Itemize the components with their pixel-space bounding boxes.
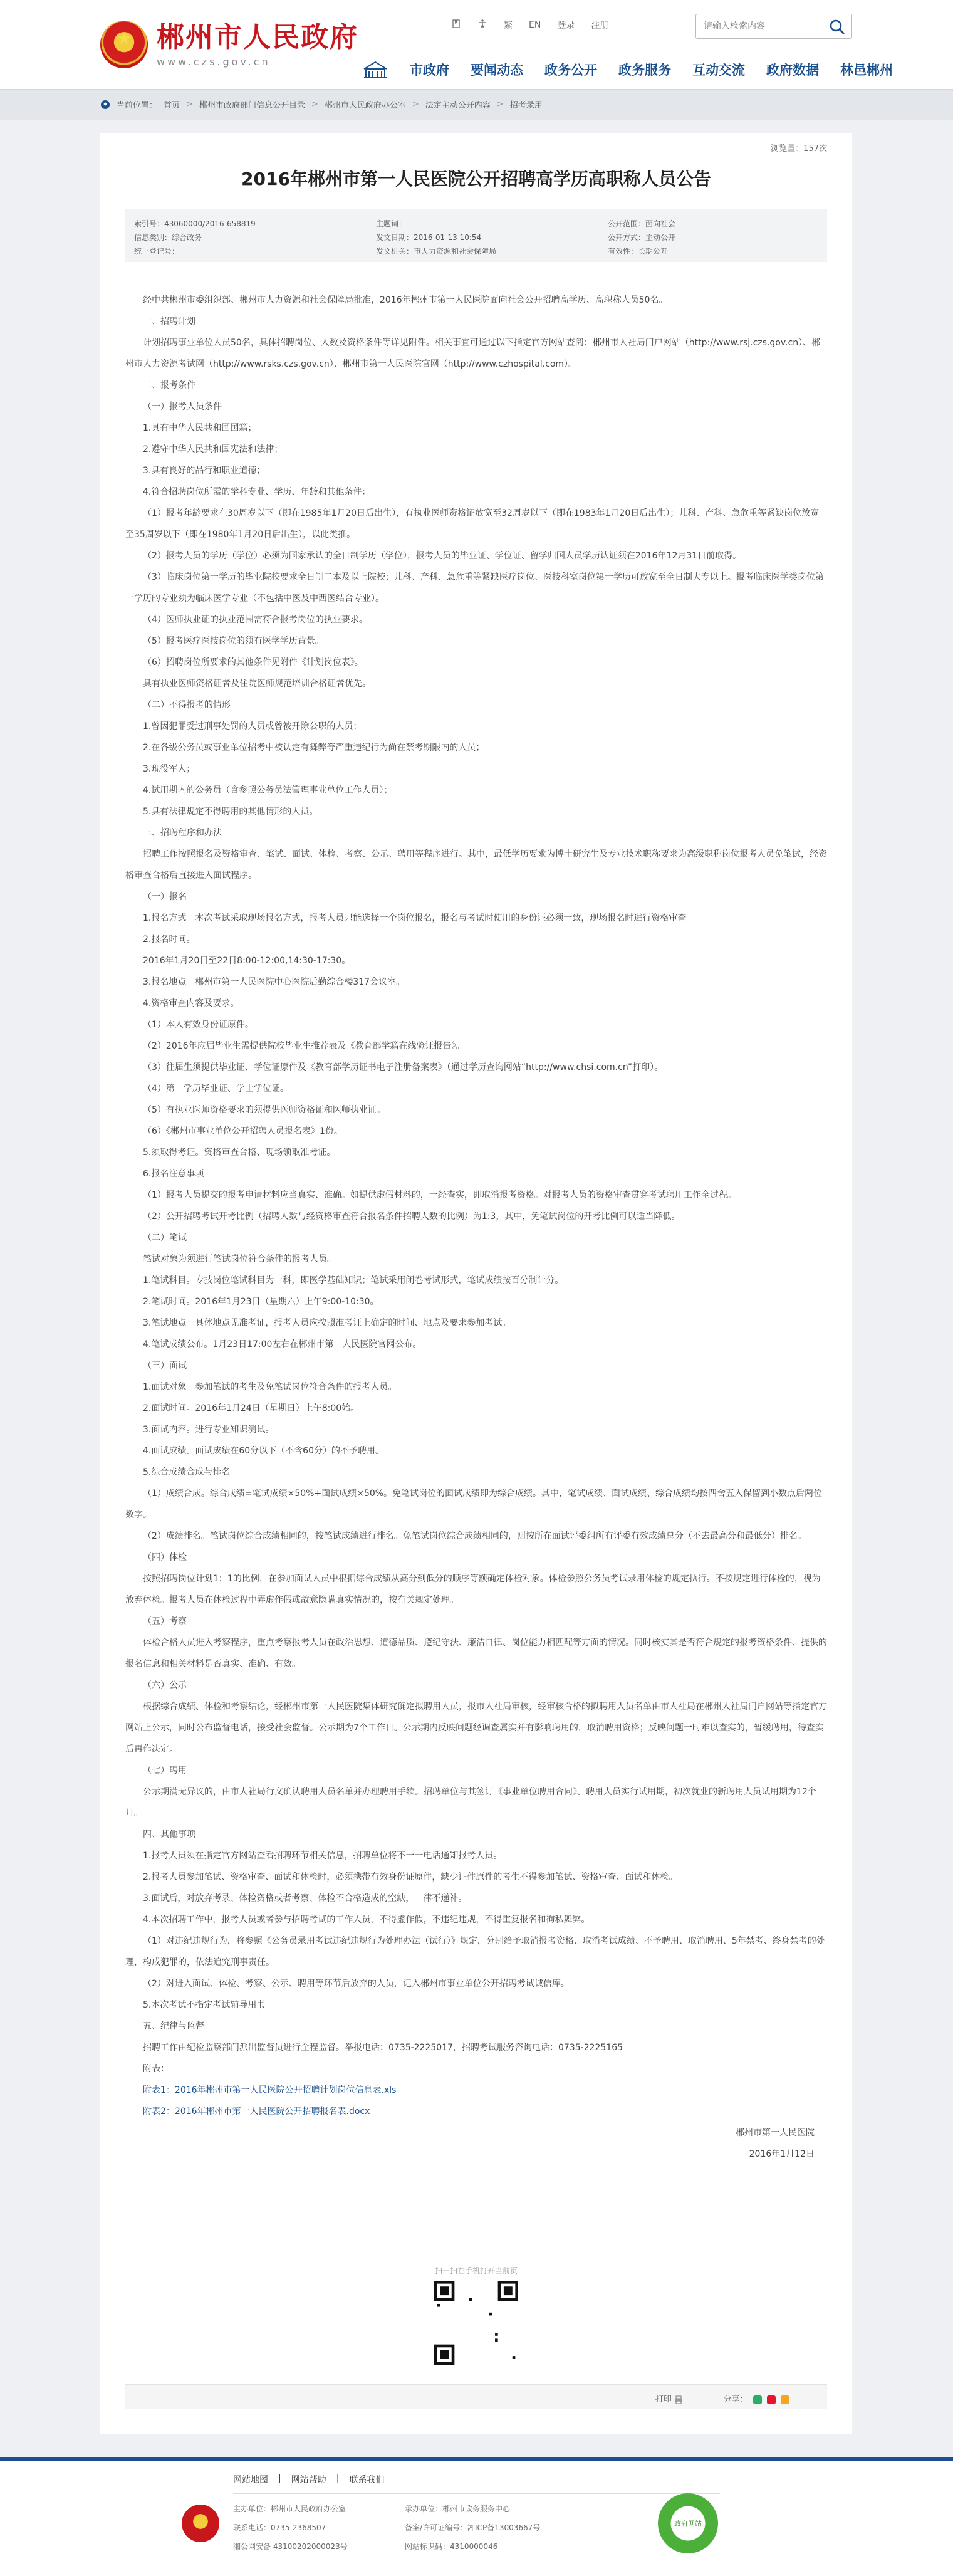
- site-footer: [0, 2457, 953, 2576]
- english-link[interactable]: EN: [529, 20, 541, 30]
- footer-phone: 联系电话：0735-2368507: [233, 2523, 326, 2532]
- section-heading: （六）公示: [143, 1680, 187, 1690]
- body-paragraph: 3.具有良好的品行和职业道德；: [143, 466, 266, 476]
- body-paragraph: 4.资格审查内容及要求。: [143, 998, 239, 1008]
- footer-host: 承办单位：郴州市政务服务中心: [405, 2505, 511, 2513]
- footer-police-record[interactable]: 湘公网安备 43100202000023号: [233, 2542, 348, 2551]
- body-paragraph: 笔试对象为须进行笔试岗位符合条件的报考人员。: [143, 1254, 336, 1264]
- qzone-share-icon[interactable]: [781, 2395, 789, 2404]
- footer-sponsor: 主办单位：郴州市人民政府办公室: [233, 2505, 346, 2513]
- body-paragraph: （4）医师执业证的执业范围需符合报考岗位的执业要求。: [143, 615, 368, 625]
- qr-section: [100, 2265, 852, 2365]
- body-paragraph: 1.具有中华人民共和国国籍；: [143, 423, 257, 433]
- body-paragraph: 1.笔试科目。专技岗位笔试科目为一科，即医学基础知识；笔试采用闭卷考试形式，笔试成绩按百分制计分。: [143, 1275, 564, 1285]
- meta-category: 信息类别：综合政务: [134, 233, 202, 242]
- top-links: [451, 19, 608, 31]
- breadcrumb-catalog[interactable]: 郴州市政府部门信息公开目录: [199, 101, 305, 110]
- body-paragraph: （1）报考年龄要求在30周岁以下（即在1985年1月20日后出生），有执业医师资格证放宽至32周岁以下（即在1983年1月20日后出生）；儿科、产科、急危重等紧缺岗位放宽至35周岁以下（即在1980年1月20日后出生），以此类推。: [125, 508, 820, 540]
- building-icon: [362, 60, 388, 79]
- body-paragraph: 6.报名注意事项: [143, 1169, 204, 1179]
- search-box: [695, 14, 852, 39]
- login-link[interactable]: 登录: [557, 21, 575, 31]
- body-paragraph: （5）有执业医师资格要求的须提供医师资格证和医师执业证。: [143, 1105, 385, 1115]
- article-sign-date: 2016年1月12日: [749, 2149, 815, 2159]
- body-paragraph: （6）《郴州市事业单位公开招聘人员报名表》1份。: [143, 1126, 343, 1136]
- body-paragraph: 1.曾因犯罪受过刑事处罚的人员或曾被开除公职的人员；: [143, 721, 362, 731]
- site-url: www.czs.gov.cn: [157, 55, 271, 68]
- nav-government-affairs[interactable]: 政务公开: [544, 63, 597, 78]
- body-paragraph: 2.在各级公务员或事业单位招考中被认定有舞弊等严重违纪行为尚在禁考期限内的人员；: [143, 743, 485, 753]
- bookmark-icon[interactable]: [451, 19, 461, 31]
- meta-index-no: 索引号：43060000/2016-658819: [134, 219, 256, 228]
- meta-keywords: 主题词：: [376, 219, 407, 228]
- body-paragraph: （1）对违纪违规行为，将参照《公务员录用考试违纪违规行为处理办法（试行）》规定，分别给予取消报考资格、取消考试成绩、不予聘用、取消聘用、5年禁考、终身禁考的处理，构成犯罪的，依法追究刑事责任。: [125, 1936, 825, 1967]
- body-paragraph: 1.报考人员须在指定官方网站查看招聘环节相关信息，招聘单位将不一一电话通知报考人员。: [143, 1851, 503, 1861]
- weibo-share-icon[interactable]: [767, 2395, 776, 2404]
- article-signature: 郴州市第一人民医院: [736, 2128, 815, 2138]
- body-paragraph: （6）招聘岗位所要求的其他条件见附件《计划岗位表》。: [143, 657, 363, 668]
- meta-validity: 有效性：长期公开: [608, 247, 669, 256]
- body-paragraph: 2.报考人员参加笔试、资格审查、面试和体检时，必须携带有效身份证原件，缺少证件原件的考生不得参加笔试、资格审查、面试和体检。: [143, 1872, 678, 1882]
- body-paragraph: 4.本次招聘工作中，报考人员或者参与招聘考试的工作人员，不得虚作假，不违纪违规，不得重复报名和徇私舞弊。: [143, 1915, 590, 1925]
- breadcrumb-office[interactable]: 郴州市人民政府办公室: [324, 101, 406, 110]
- share-group: [724, 2392, 789, 2404]
- body-paragraph: （2）报考人员的学历（学位）必须为国家承认的全日制学历（学位），报考人员的毕业证、学位证、留学归国人员学历认证须在2016年12月31日前取得。: [143, 551, 742, 561]
- search-input[interactable]: [704, 14, 823, 38]
- attachment-link[interactable]: 附表2：2016年郴州市第一人民医院公开招聘报名表.docx: [143, 2107, 370, 2117]
- body-paragraph: 2016年1月20日至22日8:00-12:00,14:30-17:30。: [143, 956, 351, 966]
- body-paragraph: 5.具有法律规定不得聘用的其他情形的人员。: [143, 807, 318, 817]
- body-paragraph: 3.笔试地点。具体地点见准考证，报考人员应按照准考证上确定的时间、地点及要求参加考试。: [143, 1318, 511, 1328]
- attachment-link[interactable]: 附表1：2016年郴州市第一人民医院公开招聘计划岗位信息表.xls: [143, 2085, 397, 2095]
- body-paragraph: （3）临床岗位第一学历的毕业院校要求全日制二本及以上院校；儿科、产科、急危重等紧缺医疗岗位、医技科室岗位第一学历可放宽至全日制大专以上。报考临床医学类岗位第一学历的专业须为临床医学专业（不包括中医及中西医结合专业）。: [125, 572, 824, 604]
- body-paragraph: （1）成绩合成。综合成绩=笔试成绩×50%+面试成绩×50%。免笔试岗位的面试成绩即为综合成绩。其中，笔试成绩、面试成绩、综合成绩均按四舍五入保留到小数点后两位数字。: [125, 1489, 823, 1520]
- main-nav: [362, 60, 893, 79]
- body-paragraph: 2.笔试时间。2016年1月23日（星期六）上午9:00-10:30。: [143, 1297, 379, 1307]
- section-heading: 二、报考条件: [143, 380, 195, 390]
- national-emblem-icon: [100, 21, 148, 68]
- meta-method: 公开方式：主动公开: [608, 233, 676, 242]
- body-paragraph: 按照招聘岗位计划1：1的比例，在参加面试人员中根据综合成绩从高分到低分的顺序等额确定体检对象。体检参照公务员考试录用体检的规定执行。不按规定进行体检的，视为放弃体检。报考人员在体检过程中弄虚作假或故意隐瞒真实情况的，按有关规定处理。: [125, 1574, 821, 1605]
- nav-government-data[interactable]: 政府数据: [766, 63, 819, 78]
- body-paragraph: 体检合格人员进入考察程序，重点考察报考人员在政治思想、道德品质、遵纪守法、廉洁自律、岗位能力相匹配等方面的情况。同时核实其是否符合规定的报考资格条件、提供的报名信息和相关材料是否真实、准确、有效。: [125, 1638, 827, 1669]
- section-heading: （二）笔试: [143, 1233, 187, 1243]
- article-panel: [100, 133, 852, 2434]
- footer-site-code: 网站标识码：4310000046: [405, 2542, 498, 2551]
- section-heading: （二）不得报考的情形: [143, 700, 231, 710]
- register-link[interactable]: 注册: [591, 21, 609, 31]
- footer-sitemap-link[interactable]: 网站地图: [233, 2475, 268, 2485]
- body-paragraph: 4.试用期内的公务员（含参照公务员法管理事业单位工作人员）；: [143, 785, 393, 795]
- body-paragraph: 3.现役军人；: [143, 764, 195, 774]
- body-paragraph: （2）公开招聘考试开考比例（招聘人数与经资格审查符合报名条件招聘人数的比例）为1:3，其中，免笔试岗位的开考比例可以适当降低。: [143, 1212, 680, 1222]
- meta-scope: 公开范围：面向社会: [608, 219, 676, 228]
- page-title: 2016年郴州市第一人民医院公开招聘高学历高职称人员公告: [241, 169, 711, 189]
- body-paragraph: （1）本人有效身份证原件。: [143, 1020, 254, 1030]
- view-count: 浏览量：157次: [771, 144, 827, 154]
- body-paragraph: （2）2016年应届毕业生需提供院校毕业生推荐表及《教育部学籍在线验证报告》。: [143, 1041, 465, 1051]
- body-paragraph: 4.符合招聘岗位所需的学科专业、学历、年龄和其他条件：: [143, 487, 371, 497]
- section-heading: 四、其他事项: [143, 1830, 195, 1840]
- government-website-badge-icon[interactable]: [658, 2493, 718, 2553]
- search-icon[interactable]: [829, 19, 845, 35]
- breadcrumb-recruitment[interactable]: 招考录用: [509, 101, 543, 110]
- wechat-share-icon[interactable]: [753, 2395, 762, 2404]
- nav-city-government[interactable]: 市政府: [410, 63, 449, 78]
- qr-code-icon: [434, 2281, 518, 2365]
- share-bar: [125, 2384, 827, 2409]
- footer-contact-link[interactable]: 联系我们: [349, 2475, 385, 2485]
- body-paragraph: 1.报名方式。本次考试采取现场报名方式，报考人员只能选择一个岗位报名，报名与考试时使用的身份证必须一致，现场报名时进行资格审查。: [143, 913, 695, 923]
- body-paragraph: 5.综合成绩合成与排名: [143, 1467, 231, 1477]
- body-paragraph: （3）往届生须提供毕业证、学位证原件及《教育部学历证书电子注册备案表》（通过学历查询网站“http://www.chsi.com.cn”打印）。: [143, 1062, 664, 1072]
- nav-news[interactable]: 要闻动态: [471, 63, 523, 78]
- section-heading: （七）聘用: [143, 1766, 187, 1776]
- location-pin-icon: [100, 100, 110, 110]
- body-paragraph: 5.须取得考证。资格审查合格、现场领取准考证。: [143, 1148, 336, 1158]
- nav-linyi-chenzhou[interactable]: 林邑郴州: [840, 63, 893, 78]
- section-heading: （三）面试: [143, 1361, 187, 1371]
- breadcrumb-disclosure[interactable]: 法定主动公开内容: [425, 101, 491, 110]
- nav-interaction[interactable]: 互动交流: [692, 63, 745, 78]
- article-body: [125, 290, 827, 2165]
- body-paragraph: 招聘工作按照报名及资格审查、笔试、面试、体检、考察、公示、聘用等程序进行。其中，最低学历要求为博士研究生及专业技术职称要求为高级职称岗位报考人员免笔试，经资格审查合格后直接进入面试程序。: [125, 849, 827, 881]
- body-paragraph: 3.面试后，对放弃考录、体检资格或者考察、体检不合格造成的空缺，一律不递补。: [143, 1893, 467, 1903]
- breadcrumb-home[interactable]: 首页: [164, 101, 180, 110]
- traditional-chinese-link[interactable]: 繁: [504, 21, 513, 31]
- meta-register-no: 统一登记号：: [134, 247, 180, 256]
- print-label: 打印: [655, 2395, 672, 2404]
- meta-issuer: 发文机关：市人力资源和社会保障局: [376, 247, 497, 256]
- body-paragraph: 3.报名地点。郴州市第一人民医院中心医院后勤综合楼317会议室。: [143, 977, 405, 987]
- meta-publish-date: 发文日期：2016-01-13 10:54: [376, 233, 482, 242]
- body-paragraph: 具有执业医师资格证者及住院医师规范培训合格证者优先。: [143, 679, 371, 689]
- section-heading: 三、招聘程序和办法: [143, 828, 222, 838]
- footer-party-emblem-icon[interactable]: [182, 2505, 219, 2542]
- body-paragraph: 2.面试时间。2016年1月24日（星期日）上午8:00始。: [143, 1403, 360, 1413]
- footer-help-link[interactable]: 网站帮助: [291, 2475, 326, 2485]
- body-paragraph: 2.遵守中华人民共和国宪法和法律；: [143, 444, 283, 454]
- site-logo[interactable]: [100, 16, 358, 73]
- body-paragraph: 4.笔试成绩公布。1月23日17:00左右在郴州市第一人民医院官网公布。: [143, 1339, 422, 1349]
- body-paragraph: （2）对进入面试、体检、考察、公示、聘用等环节后放弃的人员，记入郴州市事业单位公开招聘考试诚信库。: [143, 1979, 570, 1989]
- body-paragraph: （1）报考人员提交的报考申请材料应当真实、准确。如提供虚假材料的，一经查实，即取消报考资格。对报考人员的资格审查贯穿考试聘用工作全过程。: [143, 1190, 736, 1200]
- body-paragraph: 4.面试成绩。面试成绩在60分以下（不含60分）的不予聘用。: [143, 1446, 384, 1456]
- printer-icon: [674, 2395, 683, 2404]
- body-paragraph: （2）成绩排名。笔试岗位综合成绩相同的，按笔试成绩进行排名。免笔试岗位综合成绩相同的，则按所在面试评委组所有评委有效成绩总分（不去最高分和最低分）排名。: [143, 1531, 806, 1541]
- footer-links: 网站地图 | 网站帮助 | 联系我们: [233, 2473, 385, 2485]
- section-heading: （一）报名: [143, 892, 187, 902]
- section-heading: （四）体检: [143, 1552, 187, 1563]
- print-button[interactable]: [655, 2392, 683, 2404]
- site-header: [0, 0, 953, 89]
- site-title: 郴州市人民政府: [157, 21, 358, 53]
- body-paragraph: 5.本次考试不指定考试辅导用书。: [143, 2000, 274, 2010]
- nav-government-services[interactable]: 政务服务: [618, 63, 671, 78]
- body-paragraph: 根据综合成绩、体检和考察结论，经郴州市第一人民医院集体研究确定拟聘用人员，报市人社局审核，经审核合格的拟聘用人员名单由市人社局在郴州人社局门户网站等指定官方网站上公示，同时公布监督电话，接受社会监督。公示期为7个工作日。公示期内反映问题经调查属实并有影响聘用的，取消聘用资格；反映问题一时难以查实的，暂缓聘用，待查实后再作决定。: [125, 1702, 827, 1754]
- accessibility-icon[interactable]: [477, 19, 487, 31]
- breadcrumb: 当前位置： 首页 > 郴州市政府部门信息公开目录 > 郴州市人民政府办公室 > 法定主动公开内容 > 招考录用: [100, 98, 543, 110]
- body-paragraph: 招聘工作由纪检监察部门派出监督员进行全程监督。举报电话：0735-2225017，招聘考试服务咨询电话：0735-2225165: [143, 2043, 623, 2053]
- qr-caption: 扫一扫在手机打开当前页: [434, 2266, 518, 2275]
- section-heading: 五、纪律与监督: [143, 2021, 204, 2031]
- section-heading: 附表：: [143, 2064, 169, 2074]
- article-metadata: [125, 209, 827, 262]
- body-paragraph: 1.面试对象。参加笔试的考生及免笔试岗位符合条件的报考人员。: [143, 1382, 397, 1392]
- footer-icp[interactable]: 备案/许可证编号：湘ICP备13003667号: [405, 2523, 541, 2532]
- body-paragraph: （4）第一学历毕业证、学士学位证。: [143, 1084, 289, 1094]
- body-paragraph: 2.报名时间。: [143, 935, 195, 945]
- body-paragraph: 经中共郴州市委组织部、郴州市人力资源和社会保障局批准，2016年郴州市第一人民医院面向社会公开招聘高学历、高职称人员50名。: [143, 295, 668, 305]
- section-heading: （五）考察: [143, 1616, 187, 1626]
- body-paragraph: 3.面试内容。进行专业知识测试。: [143, 1425, 274, 1435]
- body-paragraph: 公示期满无异议的，由市人社局行文确认聘用人员名单并办理聘用手续。招聘单位与其签订《事业单位聘用合同》。聘用人员实行试用期，初次就业的新聘用人员试用期为12个月。: [125, 1787, 816, 1818]
- section-heading: 一、招聘计划: [143, 317, 195, 327]
- share-label: 分享：: [723, 2395, 748, 2404]
- breadcrumb-label: 当前位置：: [117, 101, 158, 110]
- body-paragraph: 计划招聘事业单位人员50名，具体招聘岗位、人数及资格条件等详见附件。相关事宜可通过以下指定官方网站查阅：郴州市人社局门户网站（http://www.rsj.czs.gov.cn）、郴州市人力资源考试网（http://www.rsks.czs.gov.cn）、郴州市第一人民医院官网（http://www.czhospital.com）。: [125, 338, 821, 369]
- breadcrumb-bar: [0, 89, 953, 120]
- section-heading: （一）报考人员条件: [143, 402, 222, 412]
- body-paragraph: （5）报考医疗医技岗位的须有医学学历背景。: [143, 636, 324, 646]
